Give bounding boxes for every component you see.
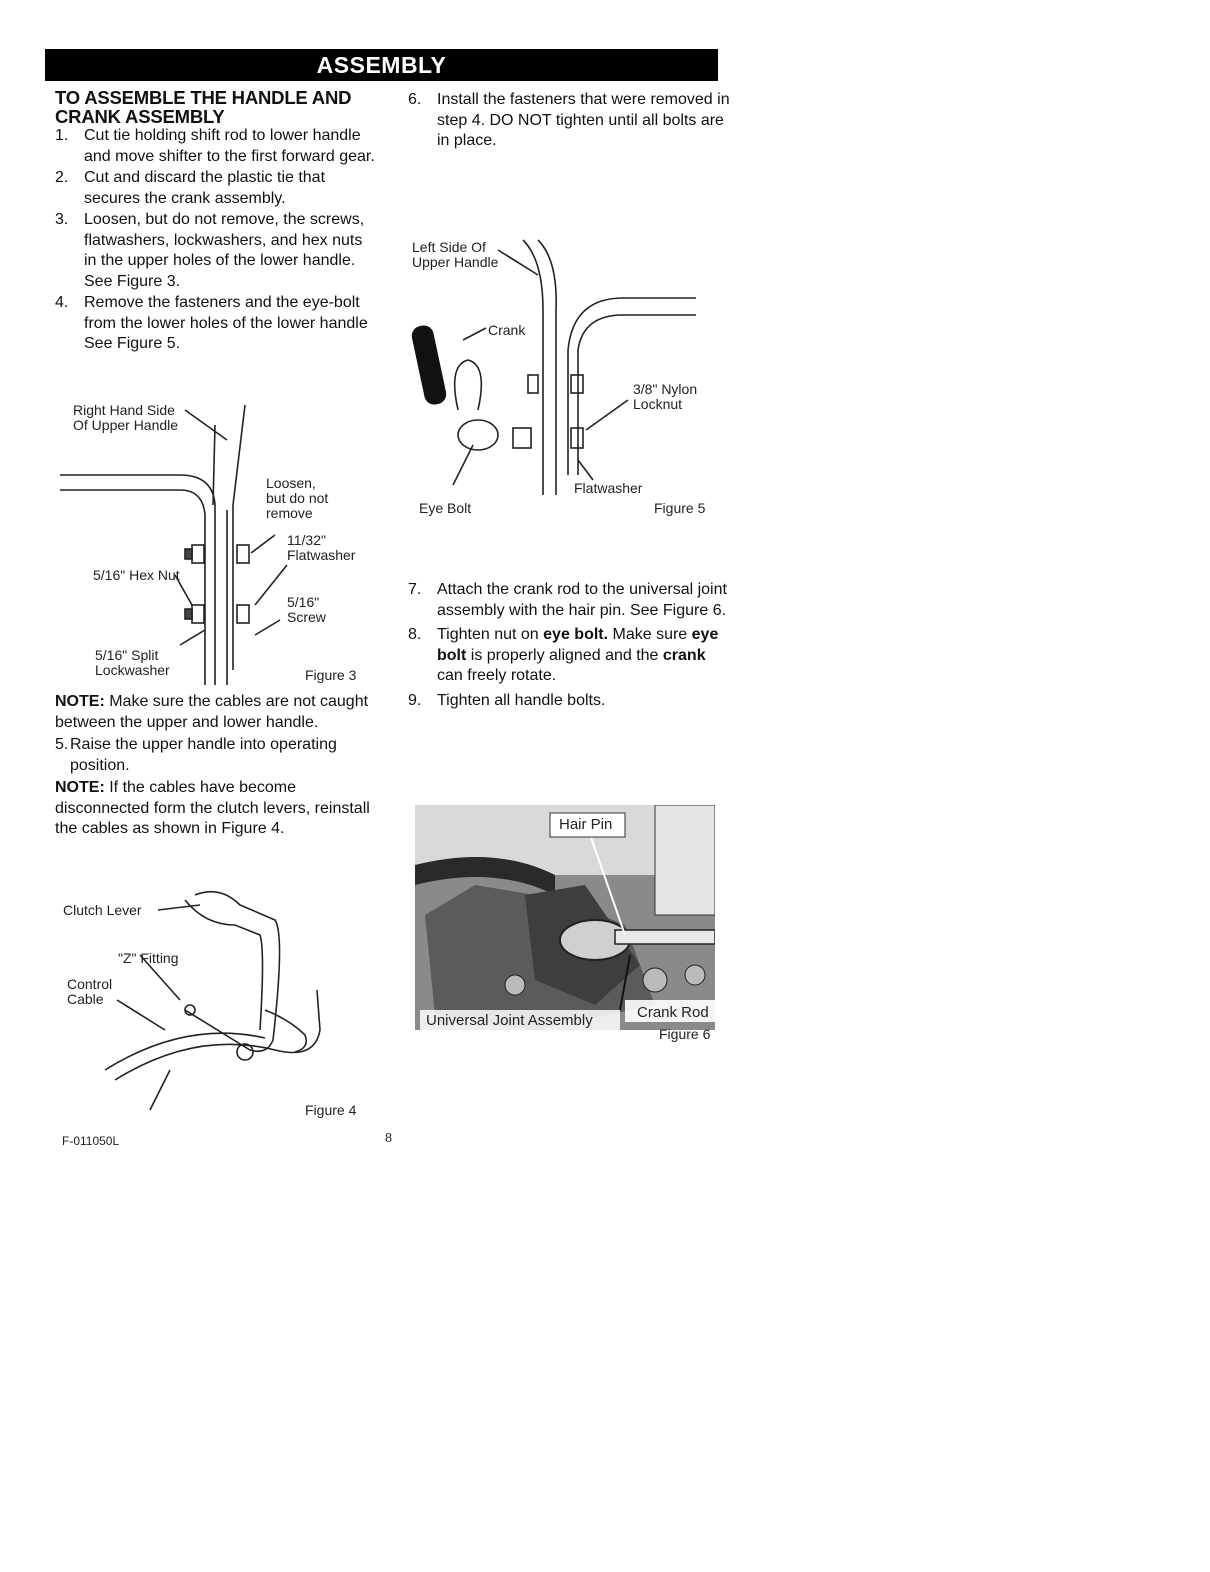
label-loosen: Loosen, but do not remove bbox=[266, 475, 329, 521]
figure-4-caption: Figure 4 bbox=[305, 1102, 357, 1118]
label-screw: 5/16" Screw bbox=[287, 594, 326, 625]
figure-5-drawing bbox=[408, 230, 723, 520]
document-code: F-011050L bbox=[62, 1134, 120, 1148]
section-header bbox=[45, 49, 718, 81]
label-flatwasher: Flatwasher bbox=[574, 480, 643, 496]
step-item: 7. Attach the crank rod to the universal joint assembly with the hair pin. See Figure 6. bbox=[408, 581, 727, 619]
step-item: 1. Cut tie holding shift rod to lower handle and move shifter to the first forward gear. bbox=[55, 127, 375, 165]
label-left-side-upper-handle: Left Side Of Upper Handle bbox=[412, 239, 499, 270]
figure-6-caption: Figure 6 bbox=[659, 1026, 711, 1042]
label-z-fitting: "Z" Fitting bbox=[118, 950, 179, 966]
section-title: ASSEMBLY bbox=[316, 52, 447, 78]
step-item: 9. Tighten all handle bolts. bbox=[408, 691, 606, 709]
left-column-lower bbox=[55, 690, 375, 842]
section-heading: TO ASSEMBLE THE HANDLE AND CRANK ASSEMBLY bbox=[55, 87, 352, 127]
label-right-hand-side: Right Hand Side Of Upper Handle bbox=[73, 402, 179, 433]
figure-3-caption: Figure 3 bbox=[305, 667, 357, 683]
label-nylon-locknut: 3/8" Nylon Locknut bbox=[633, 381, 698, 412]
step-item: 4. Remove the fasteners and the eye-bolt from the lower holes of the lower handle See Figure 5. bbox=[55, 294, 368, 352]
figure-5 bbox=[408, 230, 723, 520]
right-column-lower bbox=[408, 580, 730, 712]
right-column-top bbox=[408, 90, 730, 153]
steps-list-2 bbox=[55, 735, 375, 776]
note-cables: NOTE: Make sure the cables are not caught between the upper and lower handle. bbox=[55, 693, 369, 731]
label-crank: Crank bbox=[488, 322, 526, 338]
label-hair-pin: Hair Pin bbox=[559, 816, 613, 833]
step-item: 6. Install the fasteners that were removed in step 4. DO NOT tighten until all bolts are in place. bbox=[408, 91, 730, 149]
label-flatwasher-11-32: 11/32" Flatwasher bbox=[287, 532, 356, 563]
step-item: 5. Raise the upper handle into operating position. bbox=[55, 736, 337, 774]
figure-6 bbox=[415, 805, 720, 1045]
steps-list-1 bbox=[55, 126, 375, 355]
step-item: 3. Loosen, but do not remove, the screws, flatwashers, lockwashers, and hex nuts in the upper holes of the lower handle. See Figure 3. bbox=[55, 211, 365, 290]
figure-4 bbox=[55, 880, 375, 1125]
left-column bbox=[55, 88, 375, 356]
label-hex-nut: 5/16" Hex Nut bbox=[93, 567, 180, 583]
label-eye-bolt: Eye Bolt bbox=[419, 500, 472, 516]
step-item: 8. Tighten nut on eye bolt. Make sure eye bolt is properly aligned and the crank can freely rotate. bbox=[408, 626, 719, 684]
figure-6-photo bbox=[415, 805, 715, 1030]
label-crank-rod: Crank Rod bbox=[637, 1004, 709, 1021]
step-item: 2. Cut and discard the plastic tie that secures the crank assembly. bbox=[55, 169, 326, 207]
label-split-lockwasher: 5/16" Split Lockwasher bbox=[95, 647, 170, 678]
figure-5-caption: Figure 5 bbox=[654, 500, 706, 516]
page-number: 8 bbox=[385, 1131, 392, 1146]
note-reinstall: NOTE: If the cables have become disconnected form the clutch levers, reinstall the cables as shown in Figure 4. bbox=[55, 779, 370, 837]
label-universal-joint: Universal Joint Assembly bbox=[426, 1012, 593, 1029]
label-clutch-lever: Clutch Lever bbox=[63, 902, 142, 918]
label-control-cable: Control Cable bbox=[67, 976, 113, 1007]
figure-3 bbox=[55, 395, 375, 690]
